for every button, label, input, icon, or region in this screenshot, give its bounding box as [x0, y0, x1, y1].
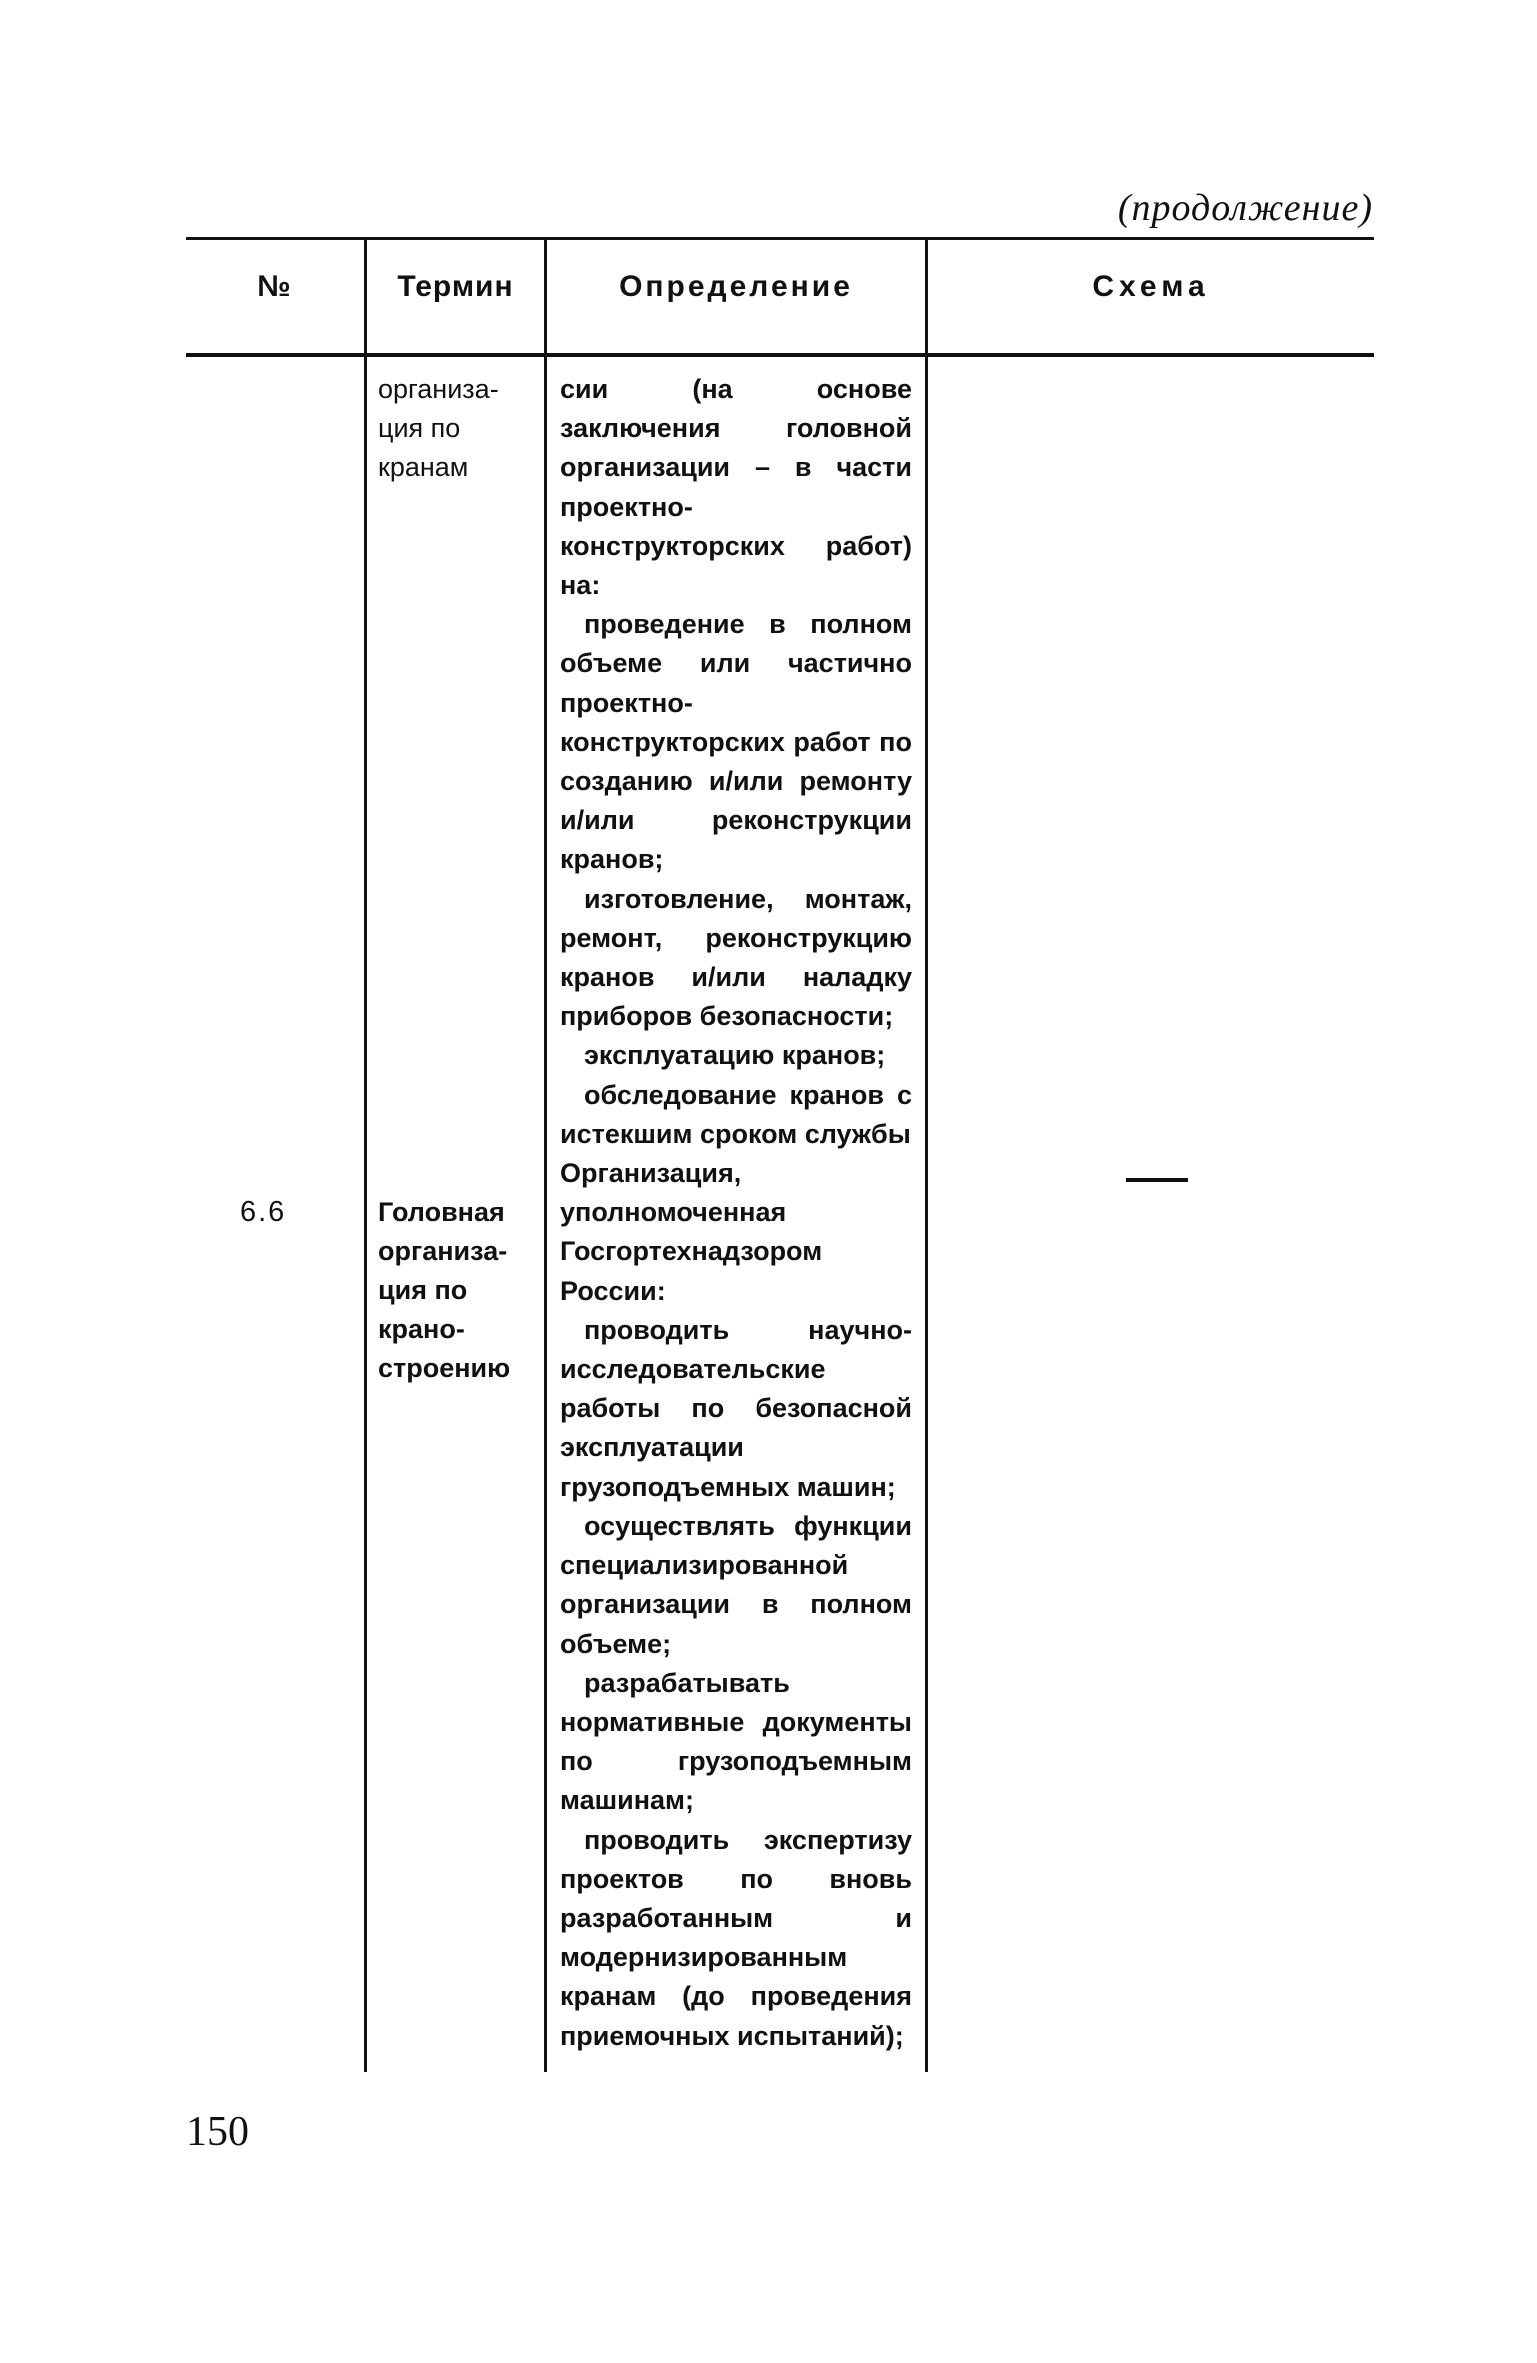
definition-paragraph: сии (на основе заключения головной организации – в части проектно-конструкторских работ) на:	[560, 374, 912, 601]
definition-paragraph: обследование кранов с истекшим сроком службы	[560, 1079, 912, 1149]
page-number: 150	[186, 2109, 249, 2155]
column-divider	[544, 237, 547, 2072]
header-term: Термин	[397, 270, 514, 303]
definition-paragraph: разрабатывать нормативные документы по грузоподъемным машинам;	[560, 1667, 912, 1816]
definition-paragraph: эксплуатацию кранов;	[584, 1040, 886, 1071]
definition-paragraph: осуществлять функции специализированной организации в полном объеме;	[560, 1510, 912, 1659]
definition-paragraph: проводить научно-исследовательские работы по безопасной эксплуатации грузоподъемных машин;	[560, 1314, 912, 1502]
scheme-dash	[1126, 1178, 1188, 1182]
definition-column	[560, 370, 912, 2056]
header-scheme: Схема	[1092, 270, 1210, 303]
column-divider	[925, 237, 928, 2072]
definition-paragraph: Организация, уполномоченная Госгортехнадзором России:	[560, 1158, 823, 1306]
column-divider	[364, 237, 367, 2072]
continuation-label: (продолжение)	[1117, 187, 1373, 229]
header-definition: Определение	[619, 270, 853, 303]
header-num: №	[257, 270, 293, 303]
term-cell: организа- ция по кранам	[378, 374, 499, 482]
row-number: 6.6	[240, 1196, 287, 1228]
definition-paragraph: проведение в полном объеме или частично проектно-конструкторских работ по созданию и/или ремонту и/или реконструкции кранов;	[560, 609, 912, 875]
term-cell: Головная организа- ция по крано- строению	[378, 1197, 511, 1383]
definition-paragraph: проводить экспертизу проектов по вновь разработанным и модернизированным кранам (до проведения приемочных испытаний);	[560, 1824, 912, 2051]
definition-paragraph: изготовление, монтаж, ремонт, реконструкцию кранов и/или наладку приборов безопасности;	[560, 883, 912, 1032]
